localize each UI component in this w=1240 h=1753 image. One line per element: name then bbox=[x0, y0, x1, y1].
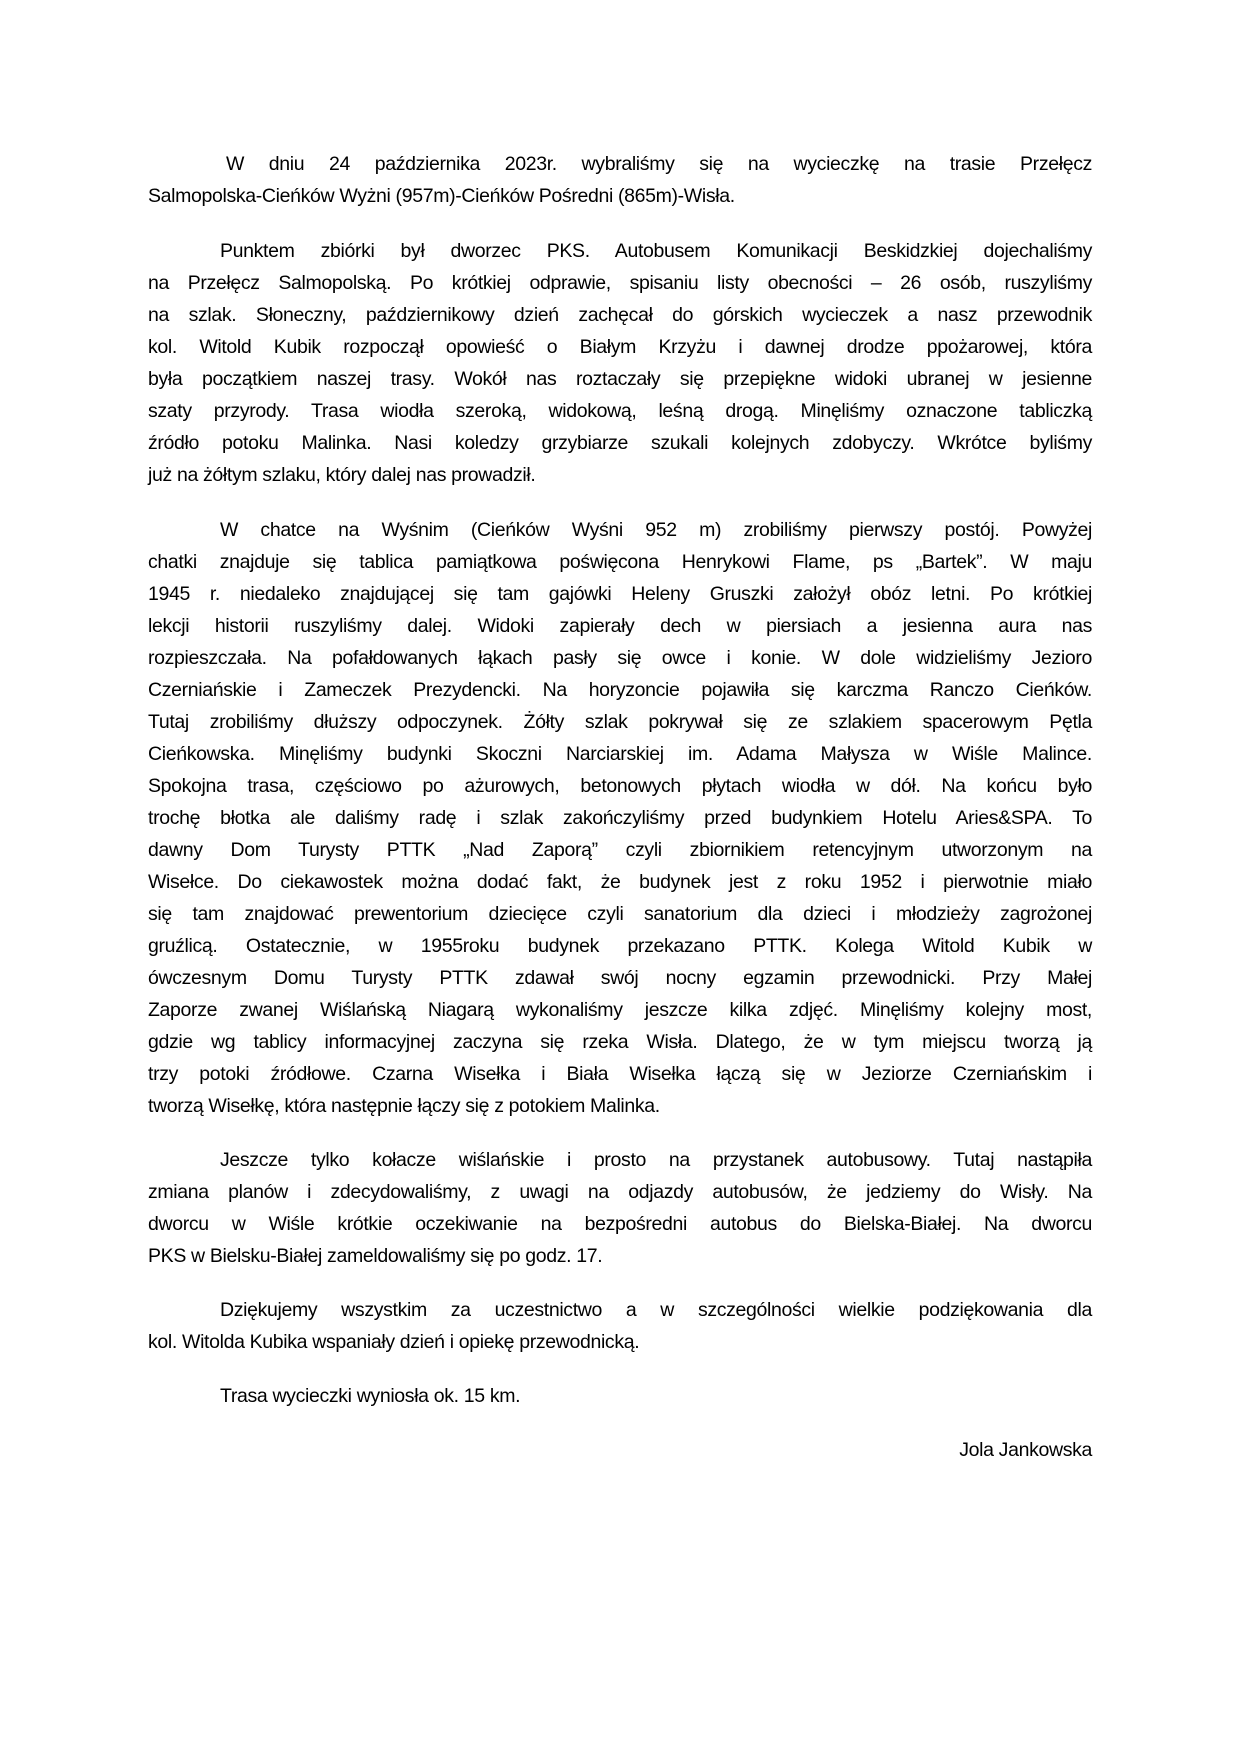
text-line: Dziękujemy wszystkim za uczestnictwo a w szczególności wielkie podziękowania dla bbox=[220, 1299, 1092, 1321]
paragraph-route bbox=[148, 514, 1092, 1122]
text-line: Trasa wycieczki wyniosła ok. 15 km. bbox=[220, 1385, 521, 1407]
text-line: Tutaj zrobiliśmy dłuższy odpoczynek. Żółty szlak pokrywał się ze szlakiem spacerowym Pętla bbox=[148, 711, 1092, 733]
text-line: dworcu w Wiśle krótkie oczekiwanie na bezpośredni autobus do Bielska-Białej. Na dworcu bbox=[148, 1213, 1092, 1235]
text-line: szaty przyrody. Trasa wiodła szeroką, widokową, leśną drogą. Minęliśmy oznaczone tabliczką bbox=[148, 400, 1092, 422]
text-line: się tam znajdować prewentorium dziecięce czyli sanatorium dla dzieci i młodzieży zagrożonej bbox=[148, 903, 1092, 925]
text-line: kol. Witolda Kubika wspaniały dzień i opiekę przewodnicką. bbox=[148, 1331, 640, 1353]
text-line: PKS w Bielsku-Białej zameldowaliśmy się po godz. 17. bbox=[148, 1245, 603, 1267]
text-line: W chatce na Wyśnim (Cieńków Wyśni 952 m) zrobiliśmy pierwszy postój. Powyżej bbox=[220, 519, 1092, 541]
text-line: na szlak. Słoneczny, październikowy dzień zachęcał do górskich wycieczek a nasz przewodnik bbox=[148, 304, 1092, 326]
text-line: trzy potoki źródłowe. Czarna Wisełka i Biała Wisełka łączą się w Jeziorze Czerniańskim i bbox=[148, 1063, 1092, 1085]
text-line: tworzą Wisełkę, która następnie łączy się z potokiem Malinka. bbox=[148, 1095, 660, 1117]
text-line: dawny Dom Turysty PTTK „Nad Zaporą” czyli zbiornikiem retencyjnym utworzonym na bbox=[148, 839, 1092, 861]
text-line: Jeszcze tylko kołacze wiślańskie i prosto na przystanek autobusowy. Tutaj nastąpiła bbox=[220, 1149, 1092, 1171]
text-line: już na żółtym szlaku, który dalej nas prowadził. bbox=[148, 464, 536, 486]
text-line: trochę błotka ale daliśmy radę i szlak zakończyliśmy przed budynkiem Hotelu Aries&SPA. To bbox=[148, 807, 1092, 829]
text-line: Wisełce. Do ciekawostek można dodać fakt, że budynek jest z roku 1952 i pierwotnie miało bbox=[148, 871, 1092, 893]
text-line: Czerniańskie i Zameczek Prezydencki. Na horyzoncie pojawiła się karczma Ranczo Cieńków. bbox=[148, 679, 1092, 701]
text-line: ówczesnym Domu Turysty PTTK zdawał swój nocny egzamin przewodnicki. Przy Małej bbox=[148, 967, 1092, 989]
text-line: Spokojna trasa, częściowo po ażurowych, betonowych płytach wiodła w dół. Na końcu było bbox=[148, 775, 1092, 797]
paragraph-thanks bbox=[148, 1294, 1092, 1358]
text-line: lekcji historii ruszyliśmy dalej. Widoki zapierały dech w piersiach a jesienna aura nas bbox=[148, 615, 1092, 637]
text-line: na Przełęcz Salmopolską. Po krótkiej odprawie, spisaniu listy obecności – 26 osób, ruszyliśmy bbox=[148, 272, 1092, 294]
text-line: Cieńkowska. Minęliśmy budynki Skoczni Narciarskiej im. Adama Małysza w Wiśle Malince. bbox=[148, 743, 1092, 765]
text-line: Zaporze zwanej Wiślańską Niagarą wykonaliśmy jeszcze kilka zdjęć. Minęliśmy kolejny most, bbox=[148, 999, 1092, 1021]
text-line: Punktem zbiórki był dworzec PKS. Autobusem Komunikacji Beskidzkiej dojechaliśmy bbox=[220, 240, 1092, 262]
text-line: zmiana planów i zdecydowaliśmy, z uwagi na odjazdy autobusów, że jedziemy do Wisły. Na bbox=[148, 1181, 1092, 1203]
text-line: chatki znajduje się tablica pamiątkowa poświęcona Henrykowi Flame, ps „Bartek”. W maju bbox=[148, 551, 1092, 573]
author-signature: Jola Jankowska bbox=[959, 1439, 1092, 1461]
paragraph-intro bbox=[148, 148, 1092, 212]
text-line: źródło potoku Malinka. Nasi koledzy grzybiarze szukali kolejnych zdobyczy. Wkrótce byliśmy bbox=[148, 432, 1092, 454]
document-page bbox=[148, 148, 1092, 1466]
paragraph-start bbox=[148, 235, 1092, 491]
text-line: Salmopolska-Cieńków Wyżni (957m)-Cieńków Pośredni (865m)-Wisła. bbox=[148, 185, 735, 207]
text-line: rozpieszczała. Na pofałdowanych łąkach pasły się owce i konie. W dole widzieliśmy Jezioro bbox=[148, 647, 1092, 669]
text-line: kol. Witold Kubik rozpoczął opowieść o Białym Krzyżu i dawnej drodze ppożarowej, która bbox=[148, 336, 1092, 358]
text-line: gruźlicą. Ostatecznie, w 1955roku budynek przekazano PTTK. Kolega Witold Kubik w bbox=[148, 935, 1092, 957]
text-line: 1945 r. niedaleko znajdującej się tam gajówki Heleny Gruszki założył obóz letni. Po krótkiej bbox=[148, 583, 1092, 605]
paragraph-return bbox=[148, 1144, 1092, 1272]
text-line: gdzie wg tablicy informacyjnej zaczyna się rzeka Wisła. Dlatego, że w tym miejscu tworzą ją bbox=[148, 1031, 1092, 1053]
paragraph-distance bbox=[148, 1380, 1092, 1412]
text-line: była początkiem naszej trasy. Wokół nas roztaczały się przepiękne widoki ubranej w jesienne bbox=[148, 368, 1092, 390]
text-line: W dniu 24 października 2023r. wybraliśmy się na wycieczkę na trasie Przełęcz bbox=[226, 153, 1092, 175]
